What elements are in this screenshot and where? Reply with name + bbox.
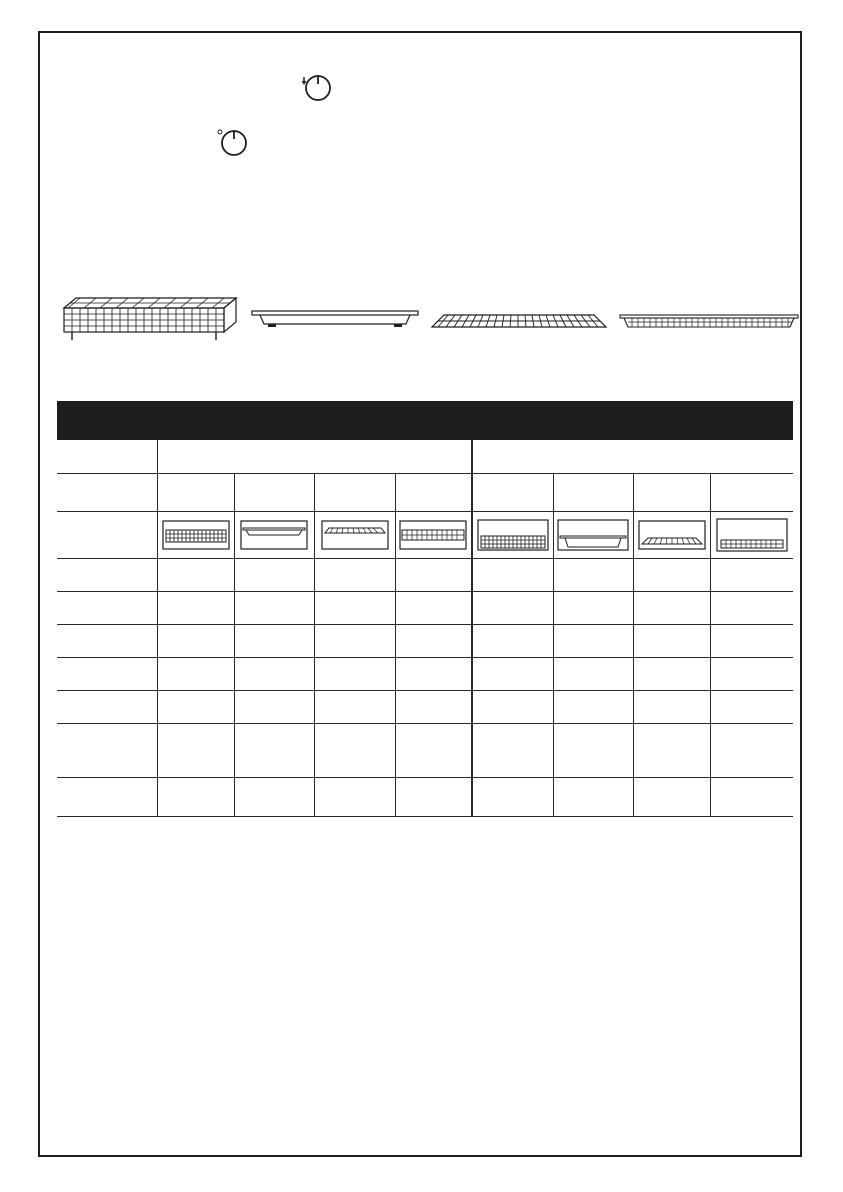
basket-bottom-position-icon xyxy=(477,519,549,551)
table-row xyxy=(57,658,793,691)
mesh-tray-bottom-position-icon xyxy=(716,518,788,552)
basket-low-position-icon xyxy=(162,520,230,550)
baking-tray-icon xyxy=(250,308,420,332)
wire-rack-mid-position-icon xyxy=(321,520,389,550)
table-row xyxy=(57,512,793,559)
timer-knob-icon xyxy=(214,126,250,158)
baking-tray-bottom-position-icon xyxy=(557,519,629,551)
table-row xyxy=(57,592,793,625)
baking-tray-mid-position-icon xyxy=(240,520,308,550)
table-row xyxy=(57,559,793,592)
mesh-tray-mid-position-icon xyxy=(399,520,467,550)
table-row xyxy=(57,724,793,778)
basket-icon xyxy=(60,294,240,344)
temperature-knob-icon xyxy=(298,71,334,103)
wire-rack-icon xyxy=(430,312,608,332)
wire-rack-bottom-position-icon xyxy=(638,520,706,550)
table-row xyxy=(57,778,793,817)
table-row xyxy=(57,691,793,724)
table-row xyxy=(57,440,793,474)
table-row xyxy=(57,625,793,658)
table-row xyxy=(57,474,793,512)
table-header-bar xyxy=(57,401,793,440)
mesh-tray-icon xyxy=(618,312,800,332)
cooking-table xyxy=(57,401,793,817)
